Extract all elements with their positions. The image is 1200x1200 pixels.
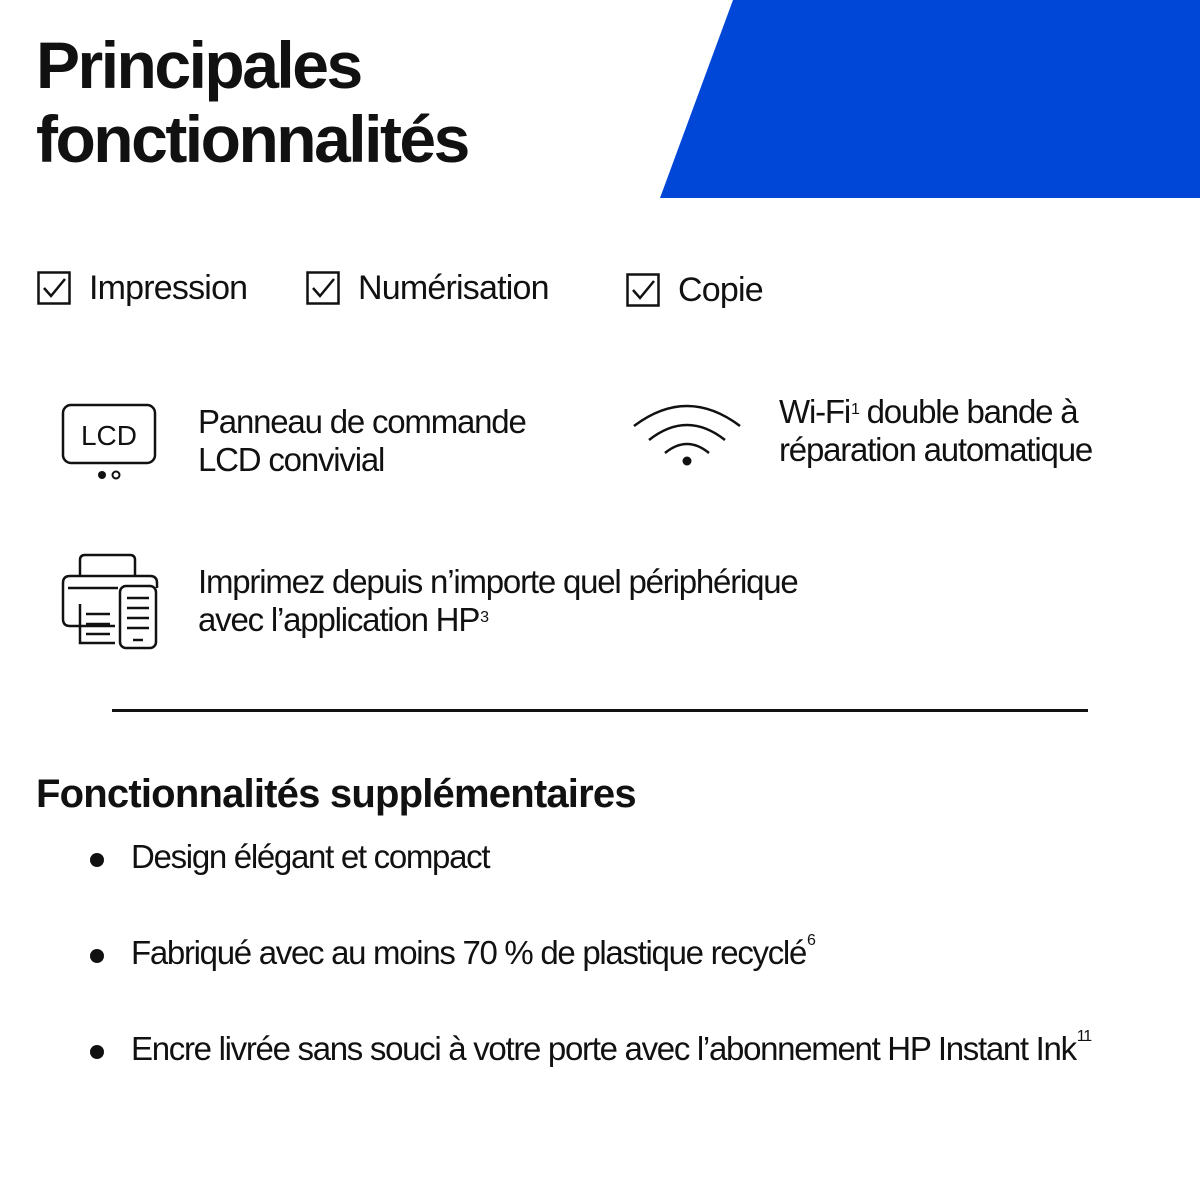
feature-lcd-line-2: LCD convivial <box>198 441 385 478</box>
checkbox-checked-icon <box>626 273 660 307</box>
list-item-text <box>131 838 489 876</box>
wifi-icon <box>630 400 744 468</box>
checklist-label: Impression <box>89 268 248 307</box>
list-item-label: Fabriqué avec au moins 70 % de plastique recyclé <box>131 934 807 971</box>
list-item <box>90 838 489 876</box>
feature-wifi-line-1 <box>779 393 1092 431</box>
feature-wifi-text <box>779 393 1092 469</box>
wifi-label: Wi-Fi <box>779 393 850 430</box>
feature-app-line-2-text: avec l’application HP <box>198 601 480 638</box>
footnote-marker: 6 <box>807 932 815 949</box>
section-divider <box>112 709 1088 712</box>
checkbox-checked-icon <box>306 271 340 305</box>
bullet-icon <box>90 949 104 963</box>
footnote-marker: 3 <box>480 609 488 626</box>
wifi-line-1-rest: double bande à <box>858 393 1078 430</box>
checklist-item-numerisation <box>306 266 549 310</box>
bullet-icon <box>90 1045 104 1059</box>
extras-section-title: Fonctionnalités supplémentaires <box>36 772 636 816</box>
page-title-line-1: Principales <box>36 28 361 102</box>
footnote-marker: 1 <box>850 401 859 418</box>
feature-lcd-text <box>198 403 526 479</box>
feature-wifi-line-2: réparation automatique <box>779 431 1092 468</box>
checklist-label: Numérisation <box>358 268 549 307</box>
lcd-icon-label: LCD <box>80 420 138 451</box>
checklist-item-copie <box>626 268 763 312</box>
checklist-label: Copie <box>678 270 763 309</box>
checkbox-checked-icon <box>37 271 71 305</box>
page-title-line-2: fonctionnalités <box>36 102 468 176</box>
list-item-label: Encre livrée sans souci à votre porte avec l’abonnement HP Instant Ink <box>131 1030 1076 1067</box>
list-item <box>90 1030 1091 1068</box>
checklist-item-impression <box>37 266 247 310</box>
feature-app-line-1: Imprimez depuis n’importe quel périphérique <box>198 563 798 600</box>
list-item-text <box>131 934 815 972</box>
feature-lcd-line-1: Panneau de commande <box>198 403 526 440</box>
feature-app-line-2 <box>198 601 798 639</box>
feature-app-text <box>198 563 798 639</box>
printer-phone-icon <box>60 552 160 652</box>
page-title <box>36 28 468 176</box>
list-item-text <box>131 1030 1091 1068</box>
list-item-label: Design élégant et compact <box>131 838 490 875</box>
lcd-screen-icon <box>60 402 158 482</box>
footnote-marker: 11 <box>1076 1028 1091 1045</box>
list-item <box>90 934 815 972</box>
bullet-icon <box>90 853 104 867</box>
